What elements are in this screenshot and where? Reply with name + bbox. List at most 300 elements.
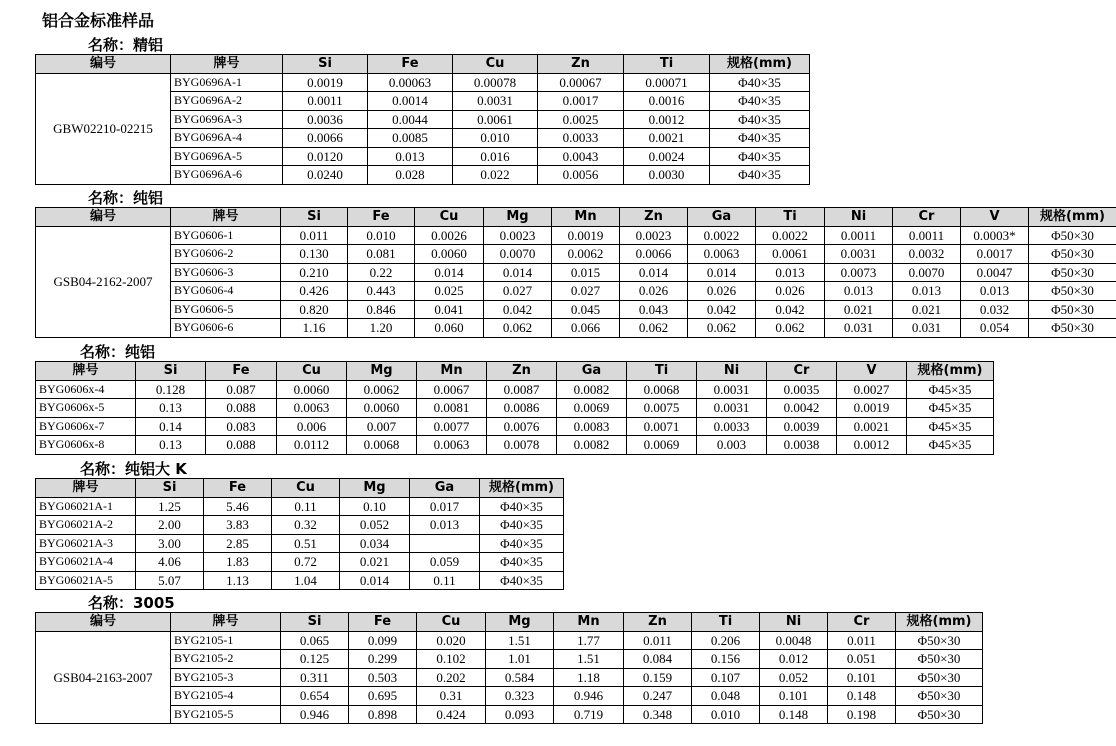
column-header: Ti xyxy=(756,208,825,227)
column-header: 牌号 xyxy=(36,362,136,381)
value-cell: 0.088 xyxy=(206,399,277,418)
value-cell: 0.13 xyxy=(136,436,206,455)
spec-cell: Φ45×35 xyxy=(907,417,994,436)
value-cell: 0.102 xyxy=(417,650,486,669)
table-header-row xyxy=(36,208,1116,227)
grade-cell: BYG2105-5 xyxy=(171,705,281,724)
value-cell: 0.0011 xyxy=(825,226,893,245)
value-cell: 5.46 xyxy=(204,497,272,516)
value-cell: 0.0071 xyxy=(627,417,697,436)
section-title: 名称：精铝 xyxy=(88,36,164,54)
value-cell: 0.0042 xyxy=(767,399,837,418)
table-header-row xyxy=(36,362,994,381)
value-cell: 0.0056 xyxy=(538,166,624,185)
value-cell: 0.125 xyxy=(281,650,349,669)
value-cell: 0.021 xyxy=(340,553,410,572)
value-cell: 1.77 xyxy=(554,631,624,650)
value-cell: 0.0048 xyxy=(760,631,828,650)
value-cell: 0.014 xyxy=(484,263,552,282)
table-row xyxy=(36,497,564,516)
value-cell: 1.51 xyxy=(486,631,554,650)
spec-cell: Φ50×30 xyxy=(1029,282,1116,301)
column-header: Zn xyxy=(624,613,692,632)
table-row xyxy=(36,263,1116,282)
value-cell: 0.052 xyxy=(340,516,410,535)
value-cell: 0.0062 xyxy=(347,380,417,399)
value-cell: 0.062 xyxy=(484,319,552,338)
value-cell: 0.206 xyxy=(692,631,760,650)
value-cell: 0.0082 xyxy=(557,380,627,399)
column-header: Ni xyxy=(825,208,893,227)
column-header: 编号 xyxy=(36,208,171,227)
section-title: 名称：纯铝 xyxy=(80,343,156,361)
value-cell: 0.299 xyxy=(349,650,417,669)
spec-cell: Φ50×30 xyxy=(1029,300,1116,319)
value-cell: 1.13 xyxy=(204,571,272,590)
value-cell: 0.099 xyxy=(349,631,417,650)
value-cell: 0.0120 xyxy=(283,147,368,166)
value-cell: 0.719 xyxy=(554,705,624,724)
grade-cell: BYG2105-2 xyxy=(171,650,281,669)
value-cell: 0.424 xyxy=(417,705,486,724)
value-cell: 0.015 xyxy=(552,263,620,282)
value-cell: 0.0061 xyxy=(756,245,825,264)
value-cell: 0.0011 xyxy=(893,226,961,245)
grade-cell: BYG0606-2 xyxy=(171,245,281,264)
value-cell: 0.0086 xyxy=(487,399,557,418)
table-row xyxy=(36,705,983,724)
value-cell: 0.11 xyxy=(410,571,480,590)
standard-code-cell: GSB04-2163-2007 xyxy=(36,631,171,724)
column-header: 规格(mm) xyxy=(480,479,564,498)
column-header: Fe xyxy=(206,362,277,381)
page-title: 铝合金标准样品 xyxy=(42,11,155,30)
value-cell: 0.0082 xyxy=(557,436,627,455)
standard-code-cell: GBW02210-02215 xyxy=(36,73,171,184)
value-cell: 0.0039 xyxy=(767,417,837,436)
value-cell: 0.013 xyxy=(961,282,1029,301)
value-cell: 0.0012 xyxy=(624,110,710,129)
standard-code-cell: GSB04-2162-2007 xyxy=(36,226,171,337)
column-header: Fe xyxy=(204,479,272,498)
column-header: 规格(mm) xyxy=(907,362,994,381)
value-cell: 0.0062 xyxy=(552,245,620,264)
table-row xyxy=(36,687,983,706)
table-row xyxy=(36,534,564,553)
table-row xyxy=(36,571,564,590)
value-cell: 0.0044 xyxy=(368,110,453,129)
value-cell: 5.07 xyxy=(136,571,204,590)
column-header: Zn xyxy=(538,55,624,74)
column-header: Ni xyxy=(760,613,828,632)
value-cell: 0.0021 xyxy=(837,417,907,436)
value-cell: 0.026 xyxy=(756,282,825,301)
spec-cell: Φ50×30 xyxy=(1029,263,1116,282)
value-cell: 0.0240 xyxy=(283,166,368,185)
value-cell: 0.503 xyxy=(349,668,417,687)
value-cell: 0.14 xyxy=(136,417,206,436)
column-header: Si xyxy=(281,208,348,227)
value-cell: 0.083 xyxy=(206,417,277,436)
grade-cell: BYG0606x-4 xyxy=(36,380,136,399)
column-header: Cu xyxy=(453,55,538,74)
value-cell: 0.020 xyxy=(417,631,486,650)
value-cell: 0.0033 xyxy=(697,417,767,436)
value-cell: 0.443 xyxy=(348,282,415,301)
column-header: 牌号 xyxy=(36,479,136,498)
value-cell: 0.0038 xyxy=(767,436,837,455)
value-cell: 0.025 xyxy=(415,282,484,301)
value-cell: 3.83 xyxy=(204,516,272,535)
column-header: Cu xyxy=(277,362,347,381)
value-cell: 0.021 xyxy=(893,300,961,319)
column-header: Ti xyxy=(692,613,760,632)
value-cell: 0.014 xyxy=(415,263,484,282)
section-title: 名称：纯铝 xyxy=(88,189,164,207)
value-cell: 3.00 xyxy=(136,534,204,553)
value-cell: 0.021 xyxy=(825,300,893,319)
value-cell: 1.51 xyxy=(554,650,624,669)
value-cell: 0.0035 xyxy=(767,380,837,399)
value-cell: 0.0063 xyxy=(688,245,756,264)
column-header: Ga xyxy=(557,362,627,381)
value-cell: 0.156 xyxy=(692,650,760,669)
column-header: Cu xyxy=(417,613,486,632)
value-cell: 0.898 xyxy=(349,705,417,724)
table-row xyxy=(36,399,994,418)
value-cell: 0.0023 xyxy=(484,226,552,245)
value-cell: 0.042 xyxy=(756,300,825,319)
grade-cell: BYG0696A-1 xyxy=(171,73,283,92)
spec-cell: Φ40×35 xyxy=(480,516,564,535)
column-header: Si xyxy=(283,55,368,74)
grade-cell: BYG2105-3 xyxy=(171,668,281,687)
value-cell: 0.695 xyxy=(349,687,417,706)
value-cell: 0.0076 xyxy=(487,417,557,436)
table-row xyxy=(36,631,983,650)
value-cell: 0.054 xyxy=(961,319,1029,338)
value-cell: 0.0019 xyxy=(837,399,907,418)
value-cell: 0.0061 xyxy=(453,110,538,129)
value-cell: 0.128 xyxy=(136,380,206,399)
spec-cell: Φ40×35 xyxy=(710,129,810,148)
column-header: Si xyxy=(136,479,204,498)
value-cell xyxy=(410,534,480,553)
value-cell: 1.20 xyxy=(348,319,415,338)
value-cell: 0.088 xyxy=(206,436,277,455)
value-cell: 0.026 xyxy=(688,282,756,301)
value-cell: 0.0047 xyxy=(961,263,1029,282)
value-cell: 1.18 xyxy=(554,668,624,687)
table-header-row xyxy=(36,479,564,498)
value-cell: 0.0017 xyxy=(961,245,1029,264)
value-cell: 0.0036 xyxy=(283,110,368,129)
value-cell: 0.062 xyxy=(688,319,756,338)
grade-cell: BYG0606x-5 xyxy=(36,399,136,418)
value-cell: 0.066 xyxy=(552,319,620,338)
column-header: Mn xyxy=(417,362,487,381)
value-cell: 0.32 xyxy=(272,516,340,535)
value-cell: 0.0070 xyxy=(893,263,961,282)
value-cell: 0.010 xyxy=(453,129,538,148)
value-cell: 0.0063 xyxy=(277,399,347,418)
spec-cell: Φ40×35 xyxy=(710,147,810,166)
value-cell: 0.159 xyxy=(624,668,692,687)
column-header: Mg xyxy=(486,613,554,632)
value-cell: 4.06 xyxy=(136,553,204,572)
value-cell: 0.323 xyxy=(486,687,554,706)
value-cell: 0.0012 xyxy=(837,436,907,455)
column-header: Ga xyxy=(410,479,480,498)
value-cell: 0.031 xyxy=(825,319,893,338)
column-header: Si xyxy=(281,613,349,632)
value-cell: 0.0085 xyxy=(368,129,453,148)
grade-cell: BYG0606-3 xyxy=(171,263,281,282)
value-cell: 0.0032 xyxy=(893,245,961,264)
grade-cell: BYG0606x-8 xyxy=(36,436,136,455)
value-cell: 0.0016 xyxy=(624,92,710,111)
value-cell: 0.0022 xyxy=(688,226,756,245)
grade-cell: BYG0696A-2 xyxy=(171,92,283,111)
column-header: 牌号 xyxy=(171,613,281,632)
value-cell: 0.654 xyxy=(281,687,349,706)
spec-cell: Φ50×30 xyxy=(896,668,983,687)
grade-cell: BYG06021A-5 xyxy=(36,571,136,590)
spec-cell: Φ40×35 xyxy=(710,92,810,111)
spec-cell: Φ45×35 xyxy=(907,436,994,455)
value-cell: 0.198 xyxy=(828,705,896,724)
value-cell: 0.148 xyxy=(828,687,896,706)
column-header: Mg xyxy=(347,362,417,381)
value-cell: 0.012 xyxy=(760,650,828,669)
column-header: 编号 xyxy=(36,55,171,74)
value-cell: 0.0063 xyxy=(417,436,487,455)
value-cell: 0.0087 xyxy=(487,380,557,399)
value-cell: 0.0112 xyxy=(277,436,347,455)
value-cell: 0.010 xyxy=(692,705,760,724)
value-cell: 0.043 xyxy=(620,300,688,319)
value-cell: 0.045 xyxy=(552,300,620,319)
sample-table xyxy=(35,478,564,590)
value-cell: 0.011 xyxy=(281,226,348,245)
value-cell: 0.0033 xyxy=(538,129,624,148)
value-cell: 0.946 xyxy=(281,705,349,724)
value-cell: 0.0043 xyxy=(538,147,624,166)
value-cell: 0.22 xyxy=(348,263,415,282)
value-cell: 0.084 xyxy=(624,650,692,669)
spec-cell: Φ50×30 xyxy=(1029,245,1116,264)
value-cell: 0.0024 xyxy=(624,147,710,166)
column-header: Ti xyxy=(624,55,710,74)
value-cell: 0.00078 xyxy=(453,73,538,92)
value-cell: 1.25 xyxy=(136,497,204,516)
value-cell: 0.0067 xyxy=(417,380,487,399)
value-cell: 0.0060 xyxy=(347,399,417,418)
grade-cell: BYG06021A-3 xyxy=(36,534,136,553)
value-cell: 0.0060 xyxy=(415,245,484,264)
value-cell: 0.0073 xyxy=(825,263,893,282)
value-cell: 0.0068 xyxy=(627,380,697,399)
value-cell: 0.51 xyxy=(272,534,340,553)
column-header: Ni xyxy=(697,362,767,381)
table-row xyxy=(36,300,1116,319)
value-cell: 0.0025 xyxy=(538,110,624,129)
column-header: Ga xyxy=(688,208,756,227)
value-cell: 0.013 xyxy=(368,147,453,166)
table-row xyxy=(36,226,1116,245)
grade-cell: BYG0696A-5 xyxy=(171,147,283,166)
column-header: 牌号 xyxy=(171,208,281,227)
spec-cell: Φ50×30 xyxy=(896,631,983,650)
value-cell: 0.065 xyxy=(281,631,349,650)
spec-cell: Φ50×30 xyxy=(1029,319,1116,338)
value-cell: 0.130 xyxy=(281,245,348,264)
sample-table xyxy=(35,207,1116,338)
value-cell: 0.042 xyxy=(484,300,552,319)
value-cell: 0.946 xyxy=(554,687,624,706)
value-cell: 0.0078 xyxy=(487,436,557,455)
value-cell: 0.093 xyxy=(486,705,554,724)
table-row xyxy=(36,553,564,572)
column-header: Zn xyxy=(487,362,557,381)
value-cell: 0.0017 xyxy=(538,92,624,111)
value-cell: 0.027 xyxy=(552,282,620,301)
column-header: Zn xyxy=(620,208,688,227)
column-header: 规格(mm) xyxy=(896,613,983,632)
value-cell: 0.426 xyxy=(281,282,348,301)
grade-cell: BYG06021A-1 xyxy=(36,497,136,516)
value-cell: 0.0011 xyxy=(283,92,368,111)
value-cell: 0.846 xyxy=(348,300,415,319)
column-header: V xyxy=(837,362,907,381)
grade-cell: BYG2105-1 xyxy=(171,631,281,650)
value-cell: 0.0022 xyxy=(756,226,825,245)
value-cell: 0.0075 xyxy=(627,399,697,418)
value-cell: 0.0031 xyxy=(453,92,538,111)
spec-cell: Φ40×35 xyxy=(710,73,810,92)
sample-table xyxy=(35,612,983,724)
spec-cell: Φ40×35 xyxy=(480,571,564,590)
value-cell: 0.014 xyxy=(340,571,410,590)
value-cell: 0.00067 xyxy=(538,73,624,92)
column-header: 规格(mm) xyxy=(1029,208,1116,227)
grade-cell: BYG0696A-3 xyxy=(171,110,283,129)
value-cell: 0.081 xyxy=(348,245,415,264)
value-cell: 0.247 xyxy=(624,687,692,706)
spec-cell: Φ40×35 xyxy=(480,553,564,572)
column-header: Ti xyxy=(627,362,697,381)
value-cell: 0.107 xyxy=(692,668,760,687)
column-header: Fe xyxy=(368,55,453,74)
column-header: Cu xyxy=(415,208,484,227)
spec-cell: Φ40×35 xyxy=(480,534,564,553)
value-cell: 0.042 xyxy=(688,300,756,319)
spec-cell: Φ50×30 xyxy=(896,687,983,706)
table-row xyxy=(36,245,1116,264)
value-cell: 0.007 xyxy=(347,417,417,436)
grade-cell: BYG0606x-7 xyxy=(36,417,136,436)
value-cell: 0.013 xyxy=(825,282,893,301)
value-cell: 0.010 xyxy=(348,226,415,245)
value-cell: 0.00063 xyxy=(368,73,453,92)
value-cell: 0.101 xyxy=(828,668,896,687)
column-header: 编号 xyxy=(36,613,171,632)
table-row xyxy=(36,73,810,92)
value-cell: 0.0019 xyxy=(283,73,368,92)
column-header: Mn xyxy=(554,613,624,632)
column-header: Cr xyxy=(767,362,837,381)
value-cell: 0.014 xyxy=(688,263,756,282)
value-cell: 0.0031 xyxy=(697,399,767,418)
spec-cell: Φ45×35 xyxy=(907,399,994,418)
value-cell: 0.584 xyxy=(486,668,554,687)
spec-cell: Φ50×30 xyxy=(896,705,983,724)
value-cell: 0.013 xyxy=(756,263,825,282)
value-cell: 0.028 xyxy=(368,166,453,185)
section-title: 名称：3005 xyxy=(88,594,175,612)
column-header: Cu xyxy=(272,479,340,498)
value-cell: 0.0081 xyxy=(417,399,487,418)
value-cell: 0.011 xyxy=(828,631,896,650)
value-cell: 0.087 xyxy=(206,380,277,399)
value-cell: 0.0066 xyxy=(620,245,688,264)
table-row xyxy=(36,417,994,436)
value-cell: 0.048 xyxy=(692,687,760,706)
value-cell: 0.014 xyxy=(620,263,688,282)
value-cell: 0.0069 xyxy=(557,399,627,418)
value-cell: 0.051 xyxy=(828,650,896,669)
value-cell: 0.820 xyxy=(281,300,348,319)
column-header: Si xyxy=(136,362,206,381)
value-cell: 0.0077 xyxy=(417,417,487,436)
value-cell: 0.0060 xyxy=(277,380,347,399)
value-cell: 0.060 xyxy=(415,319,484,338)
value-cell: 0.026 xyxy=(620,282,688,301)
value-cell: 0.016 xyxy=(453,147,538,166)
table-header-row xyxy=(36,55,810,74)
spec-cell: Φ40×35 xyxy=(710,166,810,185)
value-cell: 1.83 xyxy=(204,553,272,572)
column-header: 牌号 xyxy=(171,55,283,74)
value-cell: 0.034 xyxy=(340,534,410,553)
value-cell: 0.0069 xyxy=(627,436,697,455)
table-row xyxy=(36,319,1116,338)
value-cell: 0.0031 xyxy=(825,245,893,264)
spec-cell: Φ40×35 xyxy=(710,110,810,129)
value-cell: 0.052 xyxy=(760,668,828,687)
value-cell: 0.0019 xyxy=(552,226,620,245)
value-cell: 0.31 xyxy=(417,687,486,706)
value-cell: 0.0027 xyxy=(837,380,907,399)
value-cell: 0.0030 xyxy=(624,166,710,185)
sample-table xyxy=(35,54,810,185)
table-row xyxy=(36,282,1116,301)
value-cell: 0.0066 xyxy=(283,129,368,148)
grade-cell: BYG0696A-4 xyxy=(171,129,283,148)
column-header: 规格(mm) xyxy=(710,55,810,74)
grade-cell: BYG06021A-2 xyxy=(36,516,136,535)
table-row xyxy=(36,436,994,455)
table-header-row xyxy=(36,613,983,632)
table-row xyxy=(36,516,564,535)
value-cell: 2.85 xyxy=(204,534,272,553)
value-cell: 0.0014 xyxy=(368,92,453,111)
value-cell: 0.031 xyxy=(893,319,961,338)
value-cell: 0.11 xyxy=(272,497,340,516)
spec-cell: Φ40×35 xyxy=(480,497,564,516)
value-cell: 0.101 xyxy=(760,687,828,706)
value-cell: 0.00071 xyxy=(624,73,710,92)
